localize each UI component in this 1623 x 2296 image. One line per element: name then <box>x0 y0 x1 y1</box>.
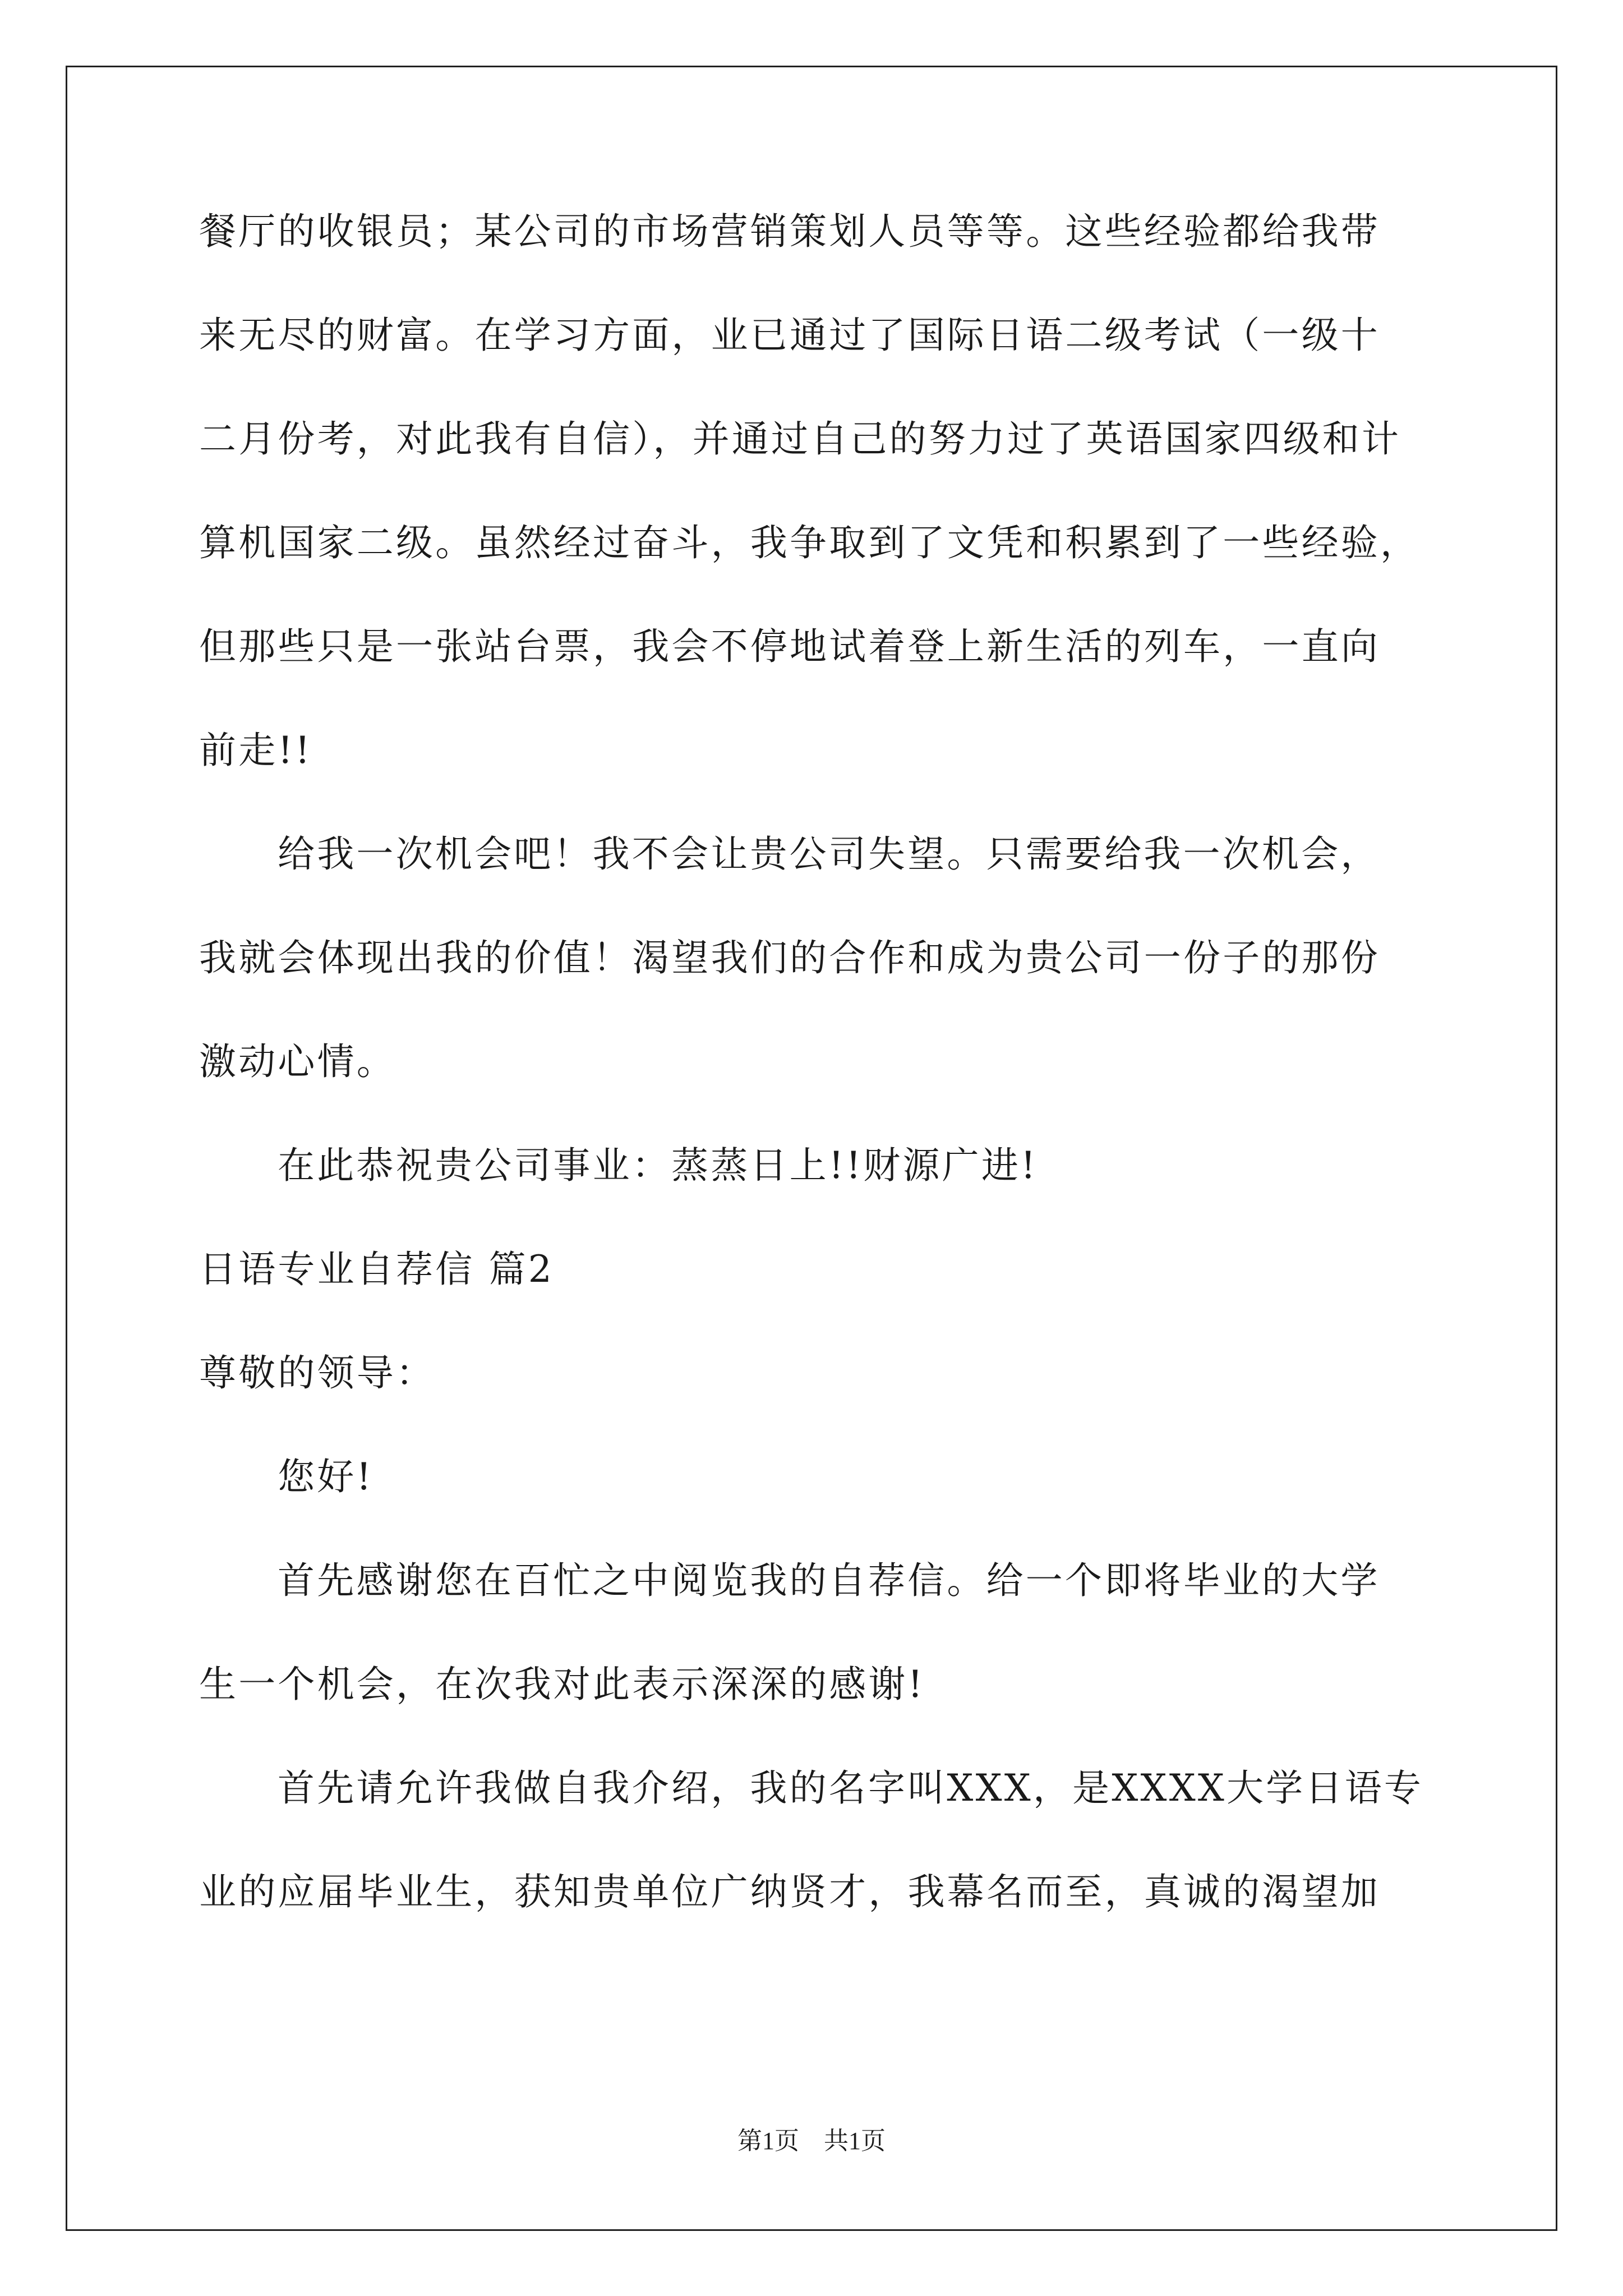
greeting: 您好! <box>278 1455 374 1498</box>
paragraph-line: 生一个机会，在次我对此表示深深的感谢! <box>199 1663 925 1706</box>
paragraph-line: 算机国家二级。虽然经过奋斗，我争取到了文凭和积累到了一些经验， <box>199 521 1420 564</box>
paragraph-line: 前走!! <box>199 729 312 772</box>
section-heading: 日语专业自荐信 篇2 <box>199 1248 554 1291</box>
paragraph-line: 给我一次机会吧！我不会让贵公司失望。只需要给我一次机会， <box>278 832 1380 876</box>
paragraph-line: 二月份考，对此我有自信），并通过自己的努力过了英语国家四级和计 <box>199 417 1401 461</box>
paragraph-line: 我就会体现出我的价值！渴望我们的合作和成为贵公司一份子的那份 <box>199 936 1380 979</box>
paragraph-line: 在此恭祝贵公司事业：蒸蒸日上!!财源广进! <box>278 1144 1038 1187</box>
paragraph-line: 首先请允许我做自我介绍，我的名字叫XXX，是XXXX大学日语专 <box>278 1766 1424 1810</box>
salutation: 尊敬的领导： <box>199 1351 436 1395</box>
paragraph-line: 首先感谢您在百忙之中阅览我的自荐信。给一个即将毕业的大学 <box>278 1559 1380 1602</box>
paragraph-line: 业的应届毕业生，获知贵单位广纳贤才，我幕名而至，真诚的渴望加 <box>199 1870 1380 1913</box>
paragraph-line: 餐厅的收银员；某公司的市场营销策划人员等等。这些经验都给我带 <box>199 210 1380 253</box>
page-number-footer: 第1页 共1页 <box>737 2127 886 2155</box>
paragraph-line: 来无尽的财富。在学习方面，业已通过了国际日语二级考试（一级十 <box>199 314 1380 357</box>
paragraph-line: 激动心情。 <box>199 1040 396 1083</box>
paragraph-line: 但那些只是一张站台票，我会不停地试着登上新生活的列车，一直向 <box>199 625 1380 668</box>
